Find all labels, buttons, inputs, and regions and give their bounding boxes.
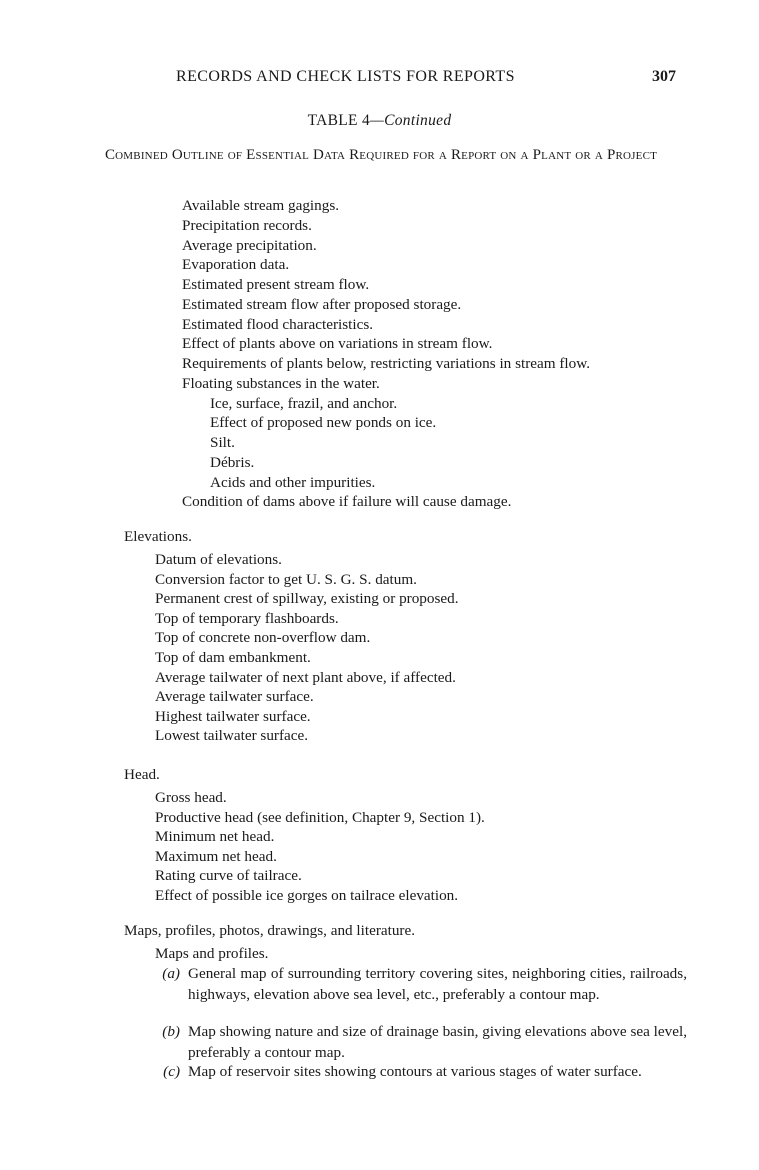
map-subitem-label: (a) <box>162 965 180 982</box>
map-subitem-text: General map of surrounding territory covering sites, neighboring cities, railroads, highways, elevation above sea level, etc., preferably a contour map. <box>188 965 687 1003</box>
stream-item-text: Precipitation records. <box>182 216 312 234</box>
floating-subitem-text: Effect of proposed new ponds on ice. <box>210 414 437 432</box>
section-item-text: Top of temporary flashboards. <box>155 609 339 627</box>
floating-subitem-text: Débris. <box>210 453 255 471</box>
section-heading-title: Head. <box>124 766 160 783</box>
stream-item-text: Effect of plants above on variations in stream flow. <box>182 335 493 353</box>
map-subitem-label: (c) <box>163 1063 180 1080</box>
section-item-text: Top of concrete non-overflow dam. <box>155 629 371 647</box>
map-subitem-text: Map of reservoir sites showing contours at various stages of water surface. <box>188 1063 642 1080</box>
section-item-text: Top of dam embankment. <box>155 649 311 666</box>
section-item-text: Maps and profiles. <box>155 945 269 962</box>
stream-item-text: Condition of dams above if failure will cause damage. <box>182 493 512 511</box>
stream-item-text: Available stream gagings. <box>182 197 340 214</box>
section-item-text: Gross head. <box>155 789 227 806</box>
stream-item-text: Estimated flood characteristics. <box>182 315 374 333</box>
section-item-text: Highest tailwater surface. <box>155 707 311 725</box>
section-item-text: Productive head (see definition, Chapter 9, Section 1). <box>155 808 485 826</box>
floating-subitem-text: Silt. <box>210 434 235 451</box>
running-header <box>0 68 759 92</box>
section-item-text: Rating curve of tailrace. <box>155 867 302 885</box>
section-item-text: Average tailwater surface. <box>155 688 314 706</box>
floating-subitem-text: Ice, surface, frazil, and anchor. <box>210 394 398 412</box>
stream-item-text: Estimated present stream flow. <box>182 276 370 293</box>
table-title-main: TABLE 4 <box>307 112 371 129</box>
running-title: RECORDS AND CHECK LISTS FOR REPORTS <box>176 68 515 85</box>
section-item-text: Datum of elevations. <box>155 551 282 568</box>
section-heading-title: Maps, profiles, photos, drawings, and literature. <box>124 922 416 939</box>
map-subitem-label: (b) <box>162 1023 180 1040</box>
floating-subitem-text: Acids and other impurities. <box>210 473 376 491</box>
section-item-text: Maximum net head. <box>155 847 277 865</box>
section-item-text: Effect of possible ice gorges on tailrace elevation. <box>155 887 459 904</box>
table-caption: Combined Outline of Essential Data Required for a Report on a Plant or a Project <box>104 147 658 163</box>
table-title-suffix: —Continued <box>370 112 452 129</box>
stream-item-text: Average precipitation. <box>182 236 317 254</box>
stream-item-text: Evaporation data. <box>182 256 290 274</box>
stream-item-text: Requirements of plants below, restricting variations in stream flow. <box>182 355 590 372</box>
table-title <box>0 112 759 130</box>
section-item-text: Average tailwater of next plant above, if affected. <box>155 668 456 686</box>
stream-item-text: Floating substances in the water. <box>182 374 380 392</box>
section-item-text: Lowest tailwater surface. <box>155 727 309 745</box>
section-item-text: Minimum net head. <box>155 828 275 846</box>
section-item-text: Permanent crest of spillway, existing or proposed. <box>155 590 459 608</box>
stream-item-text: Estimated stream flow after proposed storage. <box>182 295 462 313</box>
section-item-text: Conversion factor to get U. S. G. S. datum. <box>155 570 417 588</box>
section-heading-title: Elevations. <box>124 528 192 545</box>
map-subitem-text: Map showing nature and size of drainage basin, giving elevations above sea level, preferably a contour map. <box>188 1023 687 1061</box>
page-number: 307 <box>652 68 676 85</box>
